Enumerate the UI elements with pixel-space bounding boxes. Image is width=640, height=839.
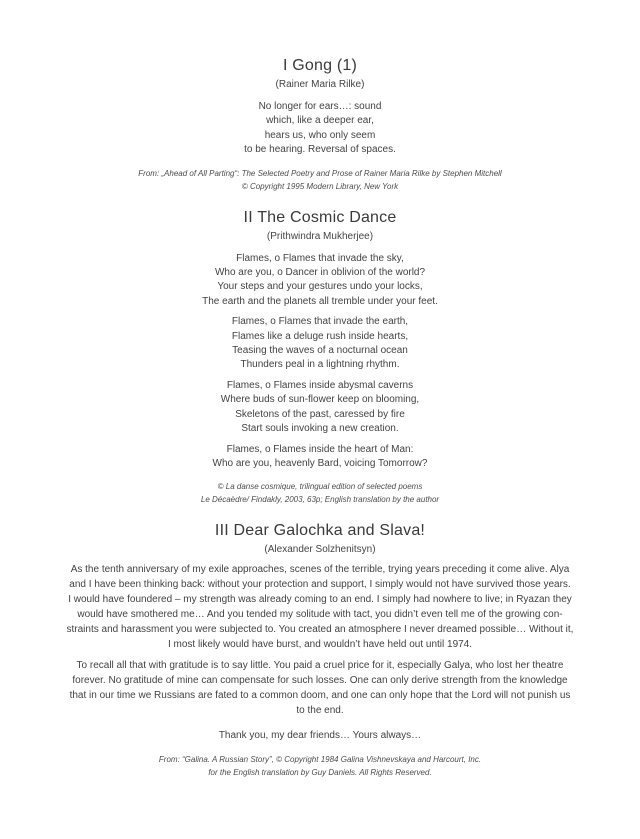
cosmic-dance-source-credit xyxy=(0,480,640,506)
section-cosmic-dance-title: II The Cosmic Dance xyxy=(243,208,397,226)
text-line: Le Décaèdre/ Findakly, 2003, 63p; English translation by the author xyxy=(200,495,440,505)
gong-stanza xyxy=(0,100,640,158)
text-line: The earth and the planets all tremble under your feet. xyxy=(202,295,438,307)
text-line: which, like a deeper ear, xyxy=(266,115,374,127)
text-line: I would have foundered – my strength was already coming to an end. I simply had nowhere to live; in Ryazan they xyxy=(68,594,572,606)
text-line: As the tenth anniversary of my exile approaches, scenes of the terrible, trying years preceding it come alive. Alya xyxy=(70,564,570,576)
letter-paragraph-2 xyxy=(0,658,640,718)
text-line: From: “Galina. A Russian Story”, © Copyright 1984 Galina Vishnevskaya and Harcourt, Inc. xyxy=(158,755,482,765)
text-line: would have smothered me… And you tended my solitude with tact, you didn’t even tell me of the growing con- xyxy=(77,609,563,621)
text-line: Flames, o Flames inside the heart of Man: xyxy=(226,443,414,455)
text-line: From: „Ahead of All Parting“: The Selected Poetry and Prose of Rainer Maria Rilke by Stephen Mitchell xyxy=(138,168,502,178)
text-line: straints and harassment you were subjected to. You created an atmosphere I never dreamed possible… Without it, xyxy=(66,624,574,636)
text-line: I most likely would have burst, and wouldn’t have held out until 1974. xyxy=(167,639,473,651)
text-line: to the end. xyxy=(296,705,344,717)
text-line: Flames, o Flames inside abysmal caverns xyxy=(226,379,414,391)
section-letter-title: III Dear Galochka and Slava! xyxy=(214,522,426,540)
cosmic-dance-stanza-4 xyxy=(0,443,640,472)
letter-closing: Thank you, my dear friends… Yours always… xyxy=(218,730,422,742)
text-line: Flames like a deluge rush inside hearts, xyxy=(231,330,409,342)
letter-source-credit xyxy=(0,753,640,779)
section-cosmic-dance-author: (Prithwindra Mukherjee) xyxy=(266,230,374,242)
cosmic-dance-stanza-3 xyxy=(0,379,640,437)
section-gong xyxy=(0,56,640,193)
section-cosmic-dance xyxy=(0,208,640,507)
section-letter xyxy=(0,521,640,779)
text-line: © Copyright 1995 Modern Library, New York xyxy=(241,181,399,191)
text-line: Who are you, o Dancer in oblivion of the world? xyxy=(214,267,426,279)
gong-poem xyxy=(0,100,640,158)
letter-paragraph-1 xyxy=(0,562,640,652)
gong-source-credit xyxy=(0,167,640,193)
text-line: Flames, o Flames that invade the earth, xyxy=(231,316,409,328)
text-line: hears us, who only seem xyxy=(264,129,376,141)
section-gong-author: (Rainer Maria Rilke) xyxy=(275,79,365,90)
text-line: Teasing the waves of a nocturnal ocean xyxy=(232,345,408,357)
cosmic-dance-stanza-1 xyxy=(0,252,640,310)
text-line: To recall all that with gratitude is to say little. You paid a cruel price for it, especially Galya, who lost her theatre xyxy=(76,660,564,672)
text-line: No longer for ears…: sound xyxy=(258,101,382,112)
section-gong-title: I Gong (1) xyxy=(282,57,358,74)
text-line: Thunders peal in a lightning rhythm. xyxy=(240,359,400,371)
text-line: forever. No gratitude of mine can compensate for such losses. One can only derive strength from the knowledge xyxy=(72,675,568,687)
text-line: Where buds of sun-flower keep on blooming, xyxy=(220,394,420,406)
letter-body xyxy=(0,562,640,718)
text-line: Flames, o Flames that invade the sky, xyxy=(236,252,404,264)
section-letter-author: (Alexander Solzhenitsyn) xyxy=(264,544,376,556)
text-line: to be hearing. Reversal of spaces. xyxy=(244,144,396,156)
cosmic-dance-poem xyxy=(0,252,640,472)
text-line: and I have been thinking back: without your protection and support, I simply would not have survived those years. xyxy=(69,579,571,591)
text-line: that in our time we Russians are fated to a common doom, and one can only hope that the Lord will not punish us xyxy=(69,690,571,702)
cosmic-dance-stanza-2 xyxy=(0,315,640,373)
text-line: Start souls invoking a new creation. xyxy=(241,423,399,435)
text-line: Skeletons of the past, caressed by fire xyxy=(235,408,405,420)
text-line: Who are you, heavenly Bard, voicing Tomorrow? xyxy=(212,457,428,469)
text-line: for the English translation by Guy Daniels. All Rights Reserved. xyxy=(208,768,432,778)
text-line: © La danse cosmique, trilingual edition of selected poems xyxy=(217,482,423,492)
text-line: Your steps and your gestures undo your locks, xyxy=(217,281,423,293)
